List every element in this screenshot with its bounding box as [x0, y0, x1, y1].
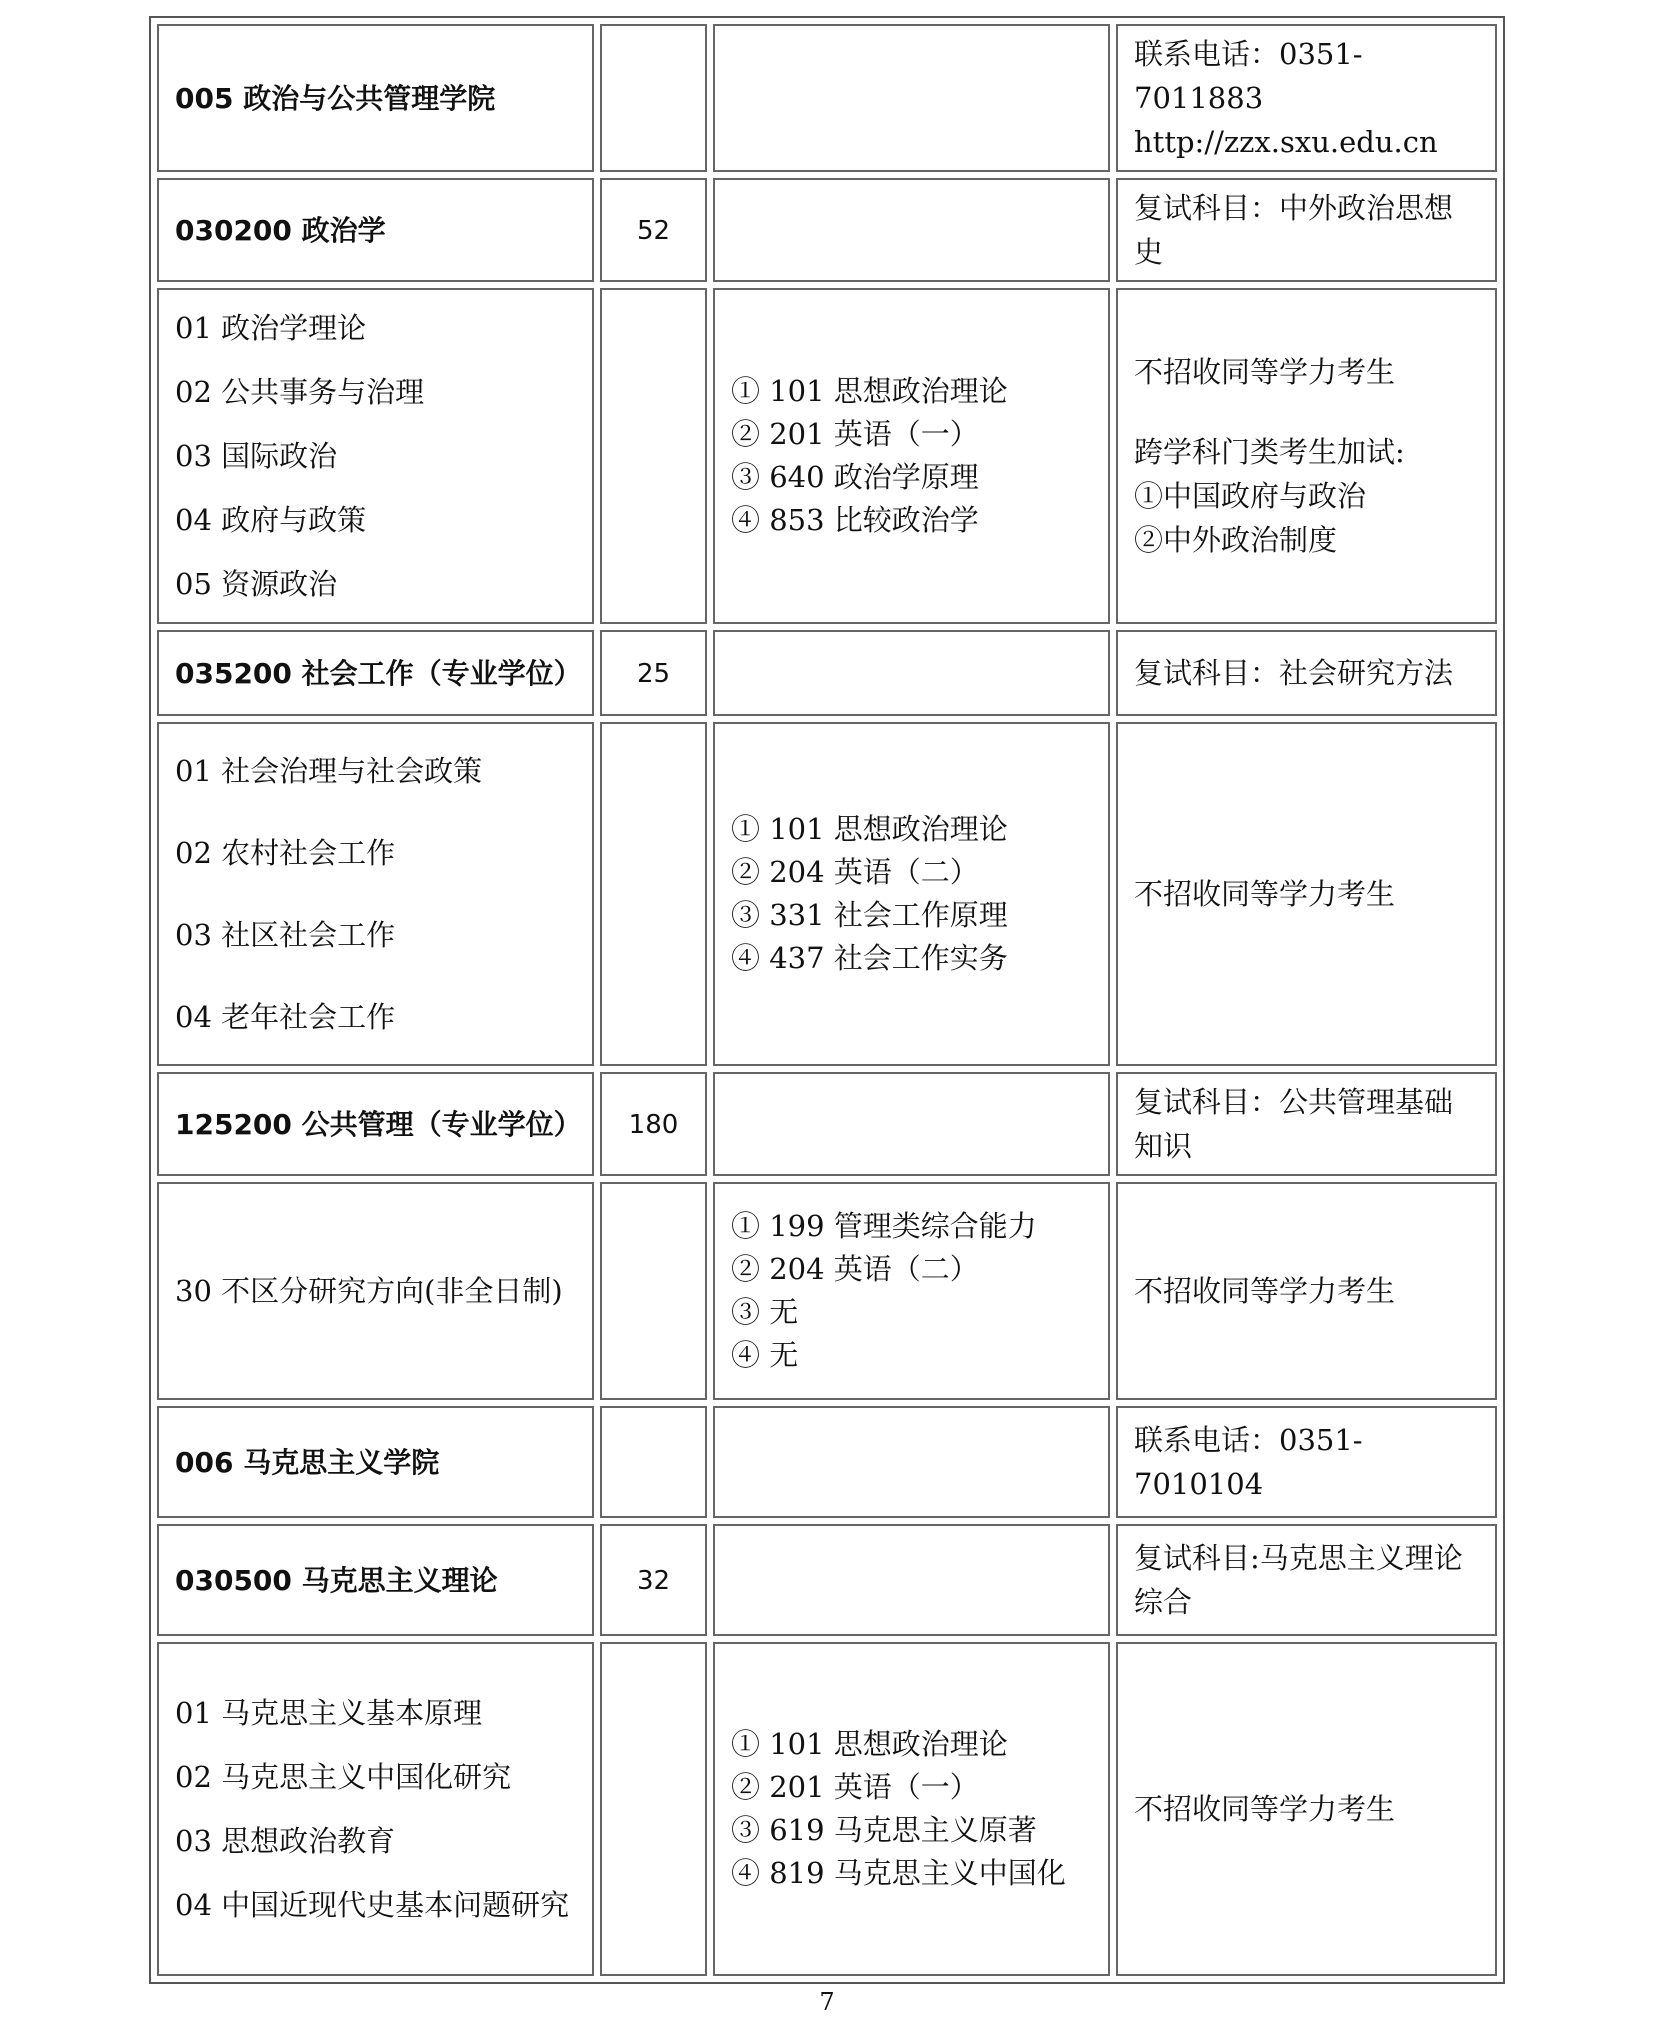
exam-cell: [713, 1406, 1110, 1518]
eligibility-note: 不招收同等学力考生: [1134, 1274, 1396, 1308]
exam-subject: ② 204 英语（二）: [731, 855, 979, 889]
note-cell: [1116, 24, 1497, 172]
admissions-table: [149, 16, 1505, 1984]
enrollment-quota: 180: [628, 1110, 679, 1140]
direction-item: 05 资源政治: [175, 567, 338, 601]
directions-cell: [157, 1182, 594, 1400]
exam-subjects-cell: [713, 1182, 1110, 1400]
quota-cell: [600, 1406, 707, 1518]
note-cell: [1116, 722, 1497, 1066]
extra-exam-item: ②中外政治制度: [1134, 523, 1338, 557]
exam-subjects-cell: [713, 1642, 1110, 1976]
major-name: 035200 社会工作（专业学位）: [175, 656, 582, 690]
direction-item: 04 政府与政策: [175, 503, 367, 537]
college-name: 005 政治与公共管理学院: [175, 81, 496, 115]
table-row: [157, 1524, 1497, 1636]
enrollment-quota: 32: [636, 1566, 671, 1596]
direction-item: 01 社会治理与社会政策: [175, 754, 483, 788]
exam-subject: ① 199 管理类综合能力: [731, 1209, 1037, 1243]
college-name-cell: [157, 1406, 594, 1518]
directions-cell: [157, 1642, 594, 1976]
note-cell: [1116, 288, 1497, 624]
direction-item: 02 农村社会工作: [175, 836, 396, 870]
exam-subject: ① 101 思想政治理论: [731, 812, 1008, 846]
table-row: [157, 1182, 1497, 1400]
major-name-cell: [157, 1072, 594, 1176]
exam-subject: ④ 853 比较政治学: [731, 503, 979, 537]
major-name: 125200 公共管理（专业学位）: [175, 1107, 582, 1141]
quota-cell: [600, 178, 707, 282]
quota-cell: [600, 722, 707, 1066]
exam-cell: [713, 178, 1110, 282]
retest-subject: 复试科目：公共管理基础知识: [1134, 1085, 1454, 1163]
major-name-cell: [157, 178, 594, 282]
eligibility-note: 不招收同等学力考生: [1134, 355, 1396, 389]
retest-subject: 复试科目:马克思主义理论综合: [1134, 1541, 1463, 1619]
direction-item: 01 政治学理论: [175, 311, 367, 345]
table-row: [157, 1406, 1497, 1518]
note-cell: [1116, 630, 1497, 716]
note-cell: [1116, 1406, 1497, 1518]
quota-cell: [600, 630, 707, 716]
eligibility-note: 不招收同等学力考生: [1134, 877, 1396, 911]
enrollment-quota: 52: [636, 216, 671, 246]
note-cell: [1116, 178, 1497, 282]
exam-subjects-cell: [713, 288, 1110, 624]
major-name-cell: [157, 630, 594, 716]
quota-cell: [600, 1524, 707, 1636]
exam-subject: ① 101 思想政治理论: [731, 374, 1008, 408]
direction-item: 03 国际政治: [175, 439, 338, 473]
exam-subject: ③ 无: [731, 1295, 799, 1329]
quota-cell: [600, 1072, 707, 1176]
direction-item: 03 社区社会工作: [175, 918, 396, 952]
extra-exam-note: 跨学科门类考生加试:: [1134, 435, 1405, 469]
exam-subject: ② 201 英语（一）: [731, 417, 979, 451]
extra-exam-item: ①中国政府与政治: [1134, 479, 1367, 513]
table-row: [157, 288, 1497, 624]
direction-item: 03 思想政治教育: [175, 1824, 396, 1858]
direction-item: 30 不区分研究方向(非全日制): [175, 1274, 563, 1308]
contact-phone: 联系电话：0351-7011883: [1134, 37, 1363, 115]
exam-subject: ④ 437 社会工作实务: [731, 941, 1008, 975]
exam-subject: ① 101 思想政治理论: [731, 1727, 1008, 1761]
eligibility-note: 不招收同等学力考生: [1134, 1792, 1396, 1826]
exam-cell: [713, 1072, 1110, 1176]
table-row: [157, 178, 1497, 282]
quota-cell: [600, 24, 707, 172]
note-cell: [1116, 1182, 1497, 1400]
exam-subject: ③ 640 政治学原理: [731, 460, 979, 494]
quota-cell: [600, 1642, 707, 1976]
quota-cell: [600, 1182, 707, 1400]
table-row: [157, 1072, 1497, 1176]
enrollment-quota: 25: [636, 659, 671, 689]
table-row: [157, 1642, 1497, 1976]
table-row: [157, 24, 1497, 172]
retest-subject: 复试科目：中外政治思想史: [1134, 191, 1454, 269]
exam-cell: [713, 1524, 1110, 1636]
direction-item: 04 老年社会工作: [175, 1000, 396, 1034]
exam-subject: ③ 331 社会工作原理: [731, 898, 1008, 932]
exam-subject: ④ 819 马克思主义中国化: [731, 1856, 1066, 1890]
direction-item: 04 中国近现代史基本问题研究: [175, 1888, 570, 1922]
major-name-cell: [157, 1524, 594, 1636]
exam-cell: [713, 24, 1110, 172]
quota-cell: [600, 288, 707, 624]
major-name: 030500 马克思主义理论: [175, 1563, 498, 1597]
table-row: [157, 630, 1497, 716]
direction-item: 02 马克思主义中国化研究: [175, 1760, 512, 1794]
note-cell: [1116, 1524, 1497, 1636]
exam-subject: ② 204 英语（二）: [731, 1252, 979, 1286]
spacer: [1134, 394, 1479, 430]
table-row: [157, 722, 1497, 1066]
contact-phone: 联系电话：0351-7010104: [1134, 1423, 1363, 1501]
note-cell: [1116, 1642, 1497, 1976]
exam-subject: ③ 619 马克思主义原著: [731, 1813, 1037, 1847]
directions-cell: [157, 288, 594, 624]
note-cell: [1116, 1072, 1497, 1176]
direction-item: 01 马克思主义基本原理: [175, 1696, 483, 1730]
exam-subject: ④ 无: [731, 1338, 799, 1372]
college-name-cell: [157, 24, 594, 172]
major-name: 030200 政治学: [175, 213, 386, 247]
direction-item: 02 公共事务与治理: [175, 375, 425, 409]
college-name: 006 马克思主义学院: [175, 1445, 440, 1479]
exam-subjects-cell: [713, 722, 1110, 1066]
retest-subject: 复试科目：社会研究方法: [1134, 656, 1454, 690]
exam-cell: [713, 630, 1110, 716]
college-website: http://zzx.sxu.edu.cn: [1134, 125, 1438, 159]
exam-subject: ② 201 英语（一）: [731, 1770, 979, 1804]
page-number: 7: [819, 1988, 835, 2016]
directions-cell: [157, 722, 594, 1066]
